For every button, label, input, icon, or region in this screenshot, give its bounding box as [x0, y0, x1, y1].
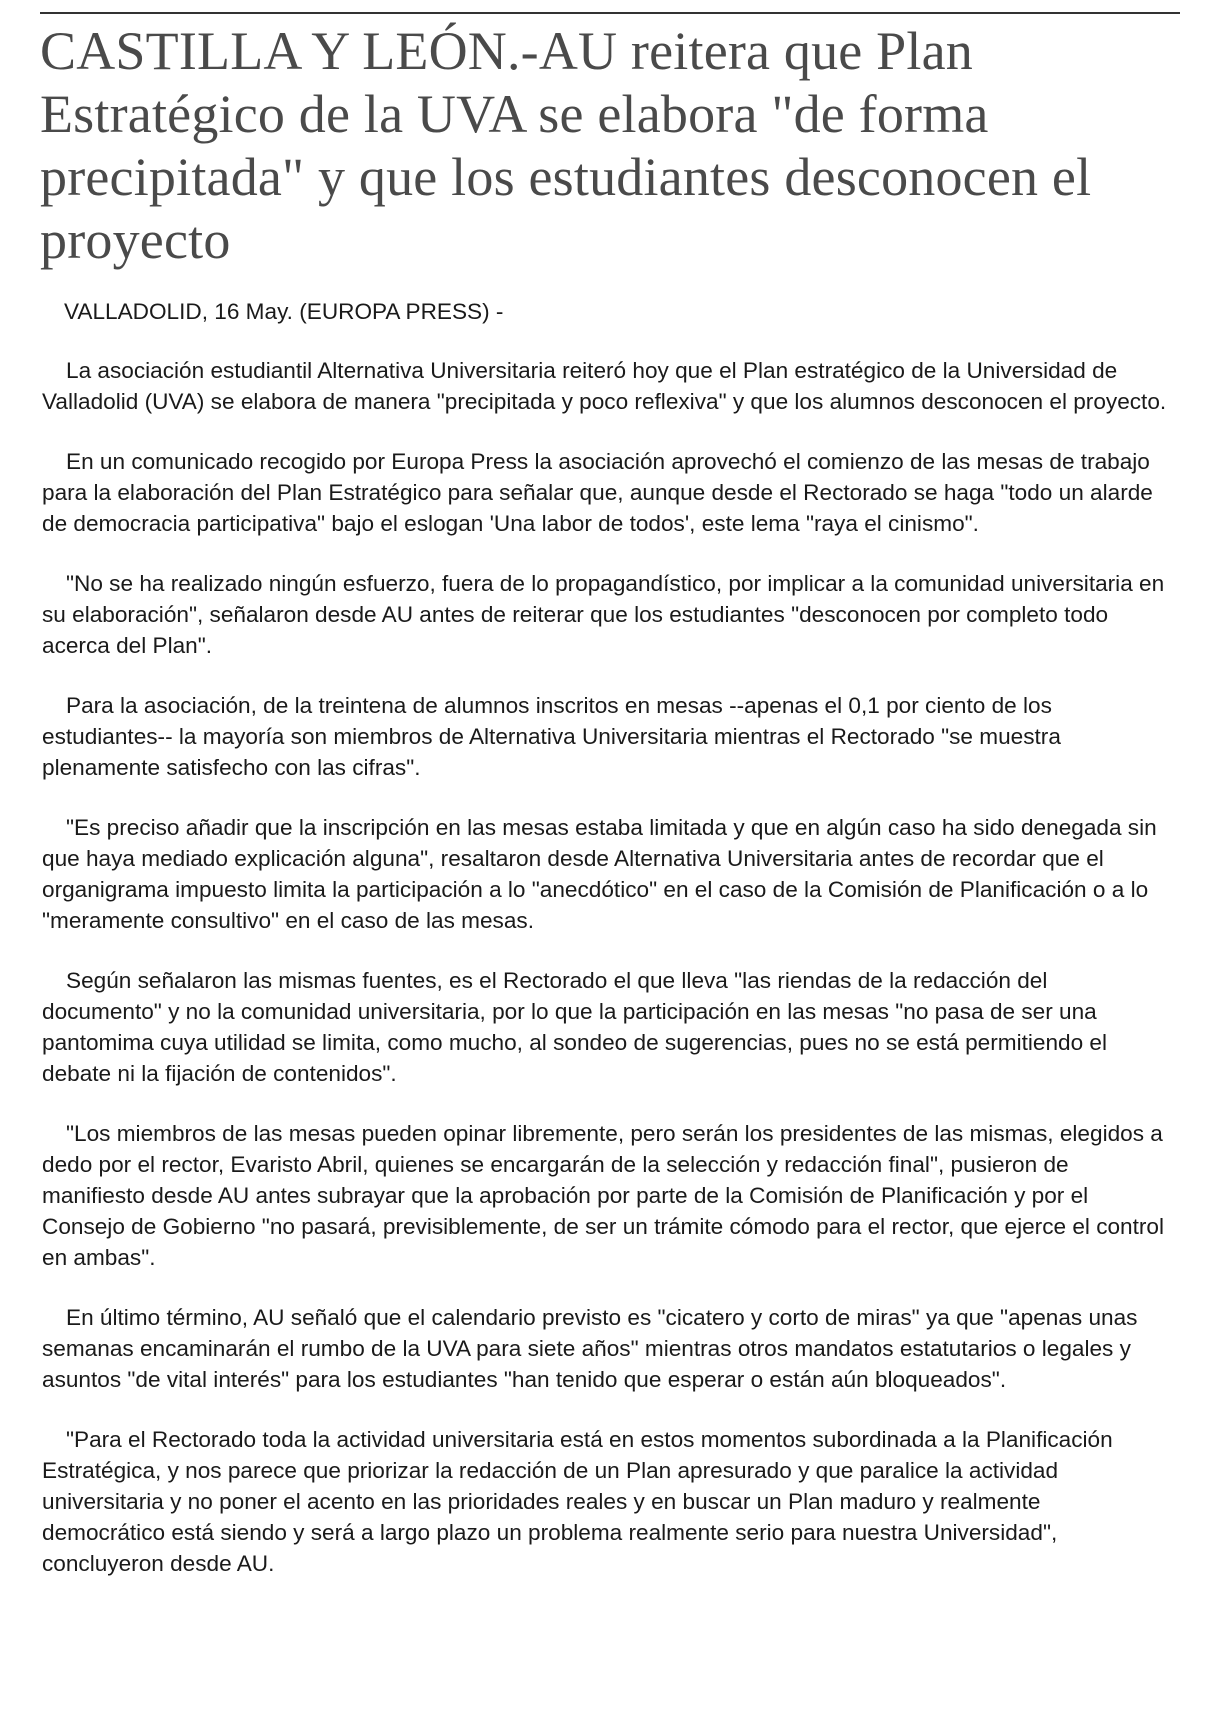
article-paragraph-7: "Los miembros de las mesas pueden opinar libremente, pero serán los presidentes de las mismas, elegidos a dedo por el rector, Evaristo Abril, quienes se encargarán de la selección y redacción final", pusieron de manifiesto desde AU antes subrayar que la aprobación por parte de la Comisión de Planificación y por el Consejo de Gobierno "no pasará, previsiblemente, de ser un trámite cómodo para el rector, que ejerce el control en ambas".: [42, 1121, 1165, 1270]
article-paragraph-1: La asociación estudiantil Alternativa Universitaria reiteró hoy que el Plan estratégico de la Universidad de Valladolid (UVA) se elabora de manera "precipitada y poco reflexiva" y que los alumnos desconocen el proyecto.: [42, 358, 1167, 414]
article-headline: CASTILLA Y LEÓN.-AU reitera que Plan Estratégico de la UVA se elabora "de forma precipitada" y que los estudiantes desconocen el proyecto: [40, 21, 1092, 270]
article-paragraph-9: "Para el Rectorado toda la actividad universitaria está en estos momentos subordinada a la Planificación Estratégica, y nos parece que priorizar la redacción de un Plan apresurado y que paralice la actividad universitaria y no poner el acento en las prioridades reales y en buscar un Plan maduro y realmente democrático está siendo y será a largo plazo un problema realmente serio para nuestra Universidad", concluyeron desde AU.: [42, 1427, 1113, 1576]
article-paragraph-4: Para la asociación, de la treintena de alumnos inscritos en mesas --apenas el 0,1 por ciento de los estudiantes-- la mayoría son miembros de Alternativa Universitaria mientras el Rectorado "se muestra plenamente satisfecho con las cifras".: [42, 693, 1061, 780]
article-paragraph-8: En último término, AU señaló que el calendario previsto es "cicatero y corto de miras" ya que "apenas unas semanas encaminarán el rumbo de la UVA para siete años" mientras otros mandatos estatutarios o legales y asuntos "de vital interés" para los estudiantes "han tenido que esperar o están aún bloqueados".: [42, 1305, 1138, 1392]
article-dateline: VALLADOLID, 16 May. (EUROPA PRESS) -: [64, 299, 504, 324]
article-paragraph-6: Según señalaron las mismas fuentes, es el Rectorado el que lleva "las riendas de la redacción del documento" y no la comunidad universitaria, por lo que la participación en las mesas "no pasa de ser una pantomima cuya utilidad se limita, como mucho, al sondeo de sugerencias, pues no se está permitiendo el debate ni la fijación de contenidos".: [42, 968, 1108, 1086]
top-divider: [40, 12, 1180, 14]
article-body: [42, 296, 1167, 1608]
article-paragraph-5: "Es preciso añadir que la inscripción en las mesas estaba limitada y que en algún caso ha sido denegada sin que haya mediado explicación alguna", resaltaron desde Alternativa Universitaria antes de recordar que el organigrama impuesto limita la participación a lo "anecdótico" en el caso de la Comisión de Planificación o a lo "meramente consultivo" en el caso de las mesas.: [42, 815, 1157, 933]
article-paragraph-3: "No se ha realizado ningún esfuerzo, fuera de lo propagandístico, por implicar a la comunidad universitaria en su elaboración", señalaron desde AU antes de reiterar que los estudiantes "desconocen por completo todo acerca del Plan".: [42, 571, 1165, 658]
article-paragraph-2: En un comunicado recogido por Europa Press la asociación aprovechó el comienzo de las mesas de trabajo para la elaboración del Plan Estratégico para señalar que, aunque desde el Rectorado se haga "todo un alarde de democracia participativa" bajo el eslogan 'Una labor de todos', este lema "raya el cinismo".: [42, 449, 1153, 536]
